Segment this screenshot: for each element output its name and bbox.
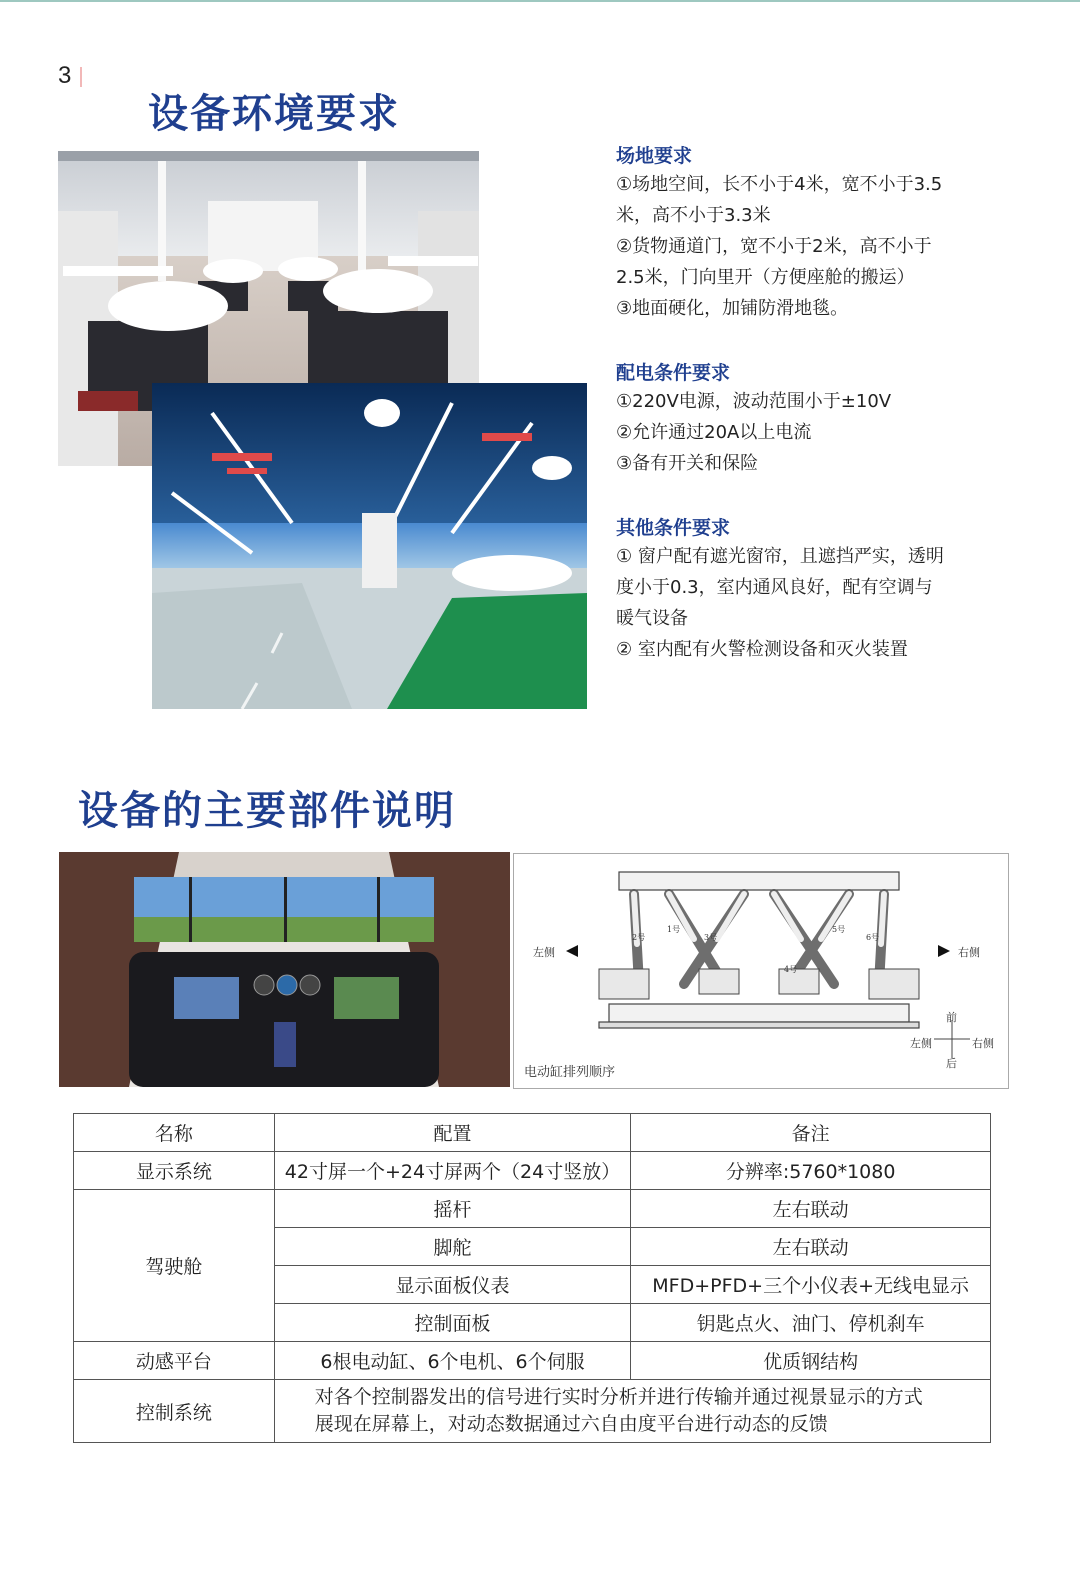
table-header-row (74, 1114, 991, 1152)
actuator-label: 2号 (632, 933, 646, 942)
table-row (74, 1190, 991, 1228)
row-note: 分辨率:5760*1080 (631, 1152, 991, 1190)
requirement-line: 度小于0.3，室内通风良好，配有空调与 (616, 577, 933, 598)
actuator-label: 1号 (667, 925, 681, 934)
table-row (74, 1342, 991, 1380)
component-spec-table (73, 1113, 991, 1443)
actuator-label: 4号 (784, 965, 798, 974)
requirement-line: 暖气设备 (616, 608, 688, 629)
section-title-components: 设备的主要部件说明 (78, 788, 456, 834)
row-name: 显示系统 (74, 1152, 275, 1190)
row-note: MFD+PFD+三个小仪表+无线电显示 (631, 1266, 991, 1304)
page-number-divider (80, 67, 82, 87)
section-title-environment: 设备环境要求 (148, 91, 400, 137)
diagram-left-label: 左侧 (533, 946, 555, 959)
requirement-line: ①220V电源，波动范围小于±10V (616, 391, 892, 412)
requirement-line: 米，高不小于3.3米 (616, 205, 771, 226)
cockpit-photo (59, 852, 510, 1087)
requirement-line: ① 窗户配有遮光窗帘，且遮挡严实，透明 (616, 546, 944, 567)
requirement-line: ② 室内配有火警检测设备和灭火装置 (616, 639, 908, 660)
row-note: 优质钢结构 (631, 1342, 991, 1380)
description-line: 展现在屏幕上，对动态数据通过六自由度平台进行动态的反馈 (314, 1413, 828, 1435)
compass-right-label: 右侧 (972, 1037, 994, 1050)
requirement-line: ③备有开关和保险 (616, 453, 759, 474)
description-line: 对各个控制器发出的信号进行实时分析并进行传输并通过视景显示的方式 (314, 1386, 923, 1408)
diagram-right-label: 右侧 (958, 946, 980, 959)
row-config: 42寸屏一个+24寸屏两个（24寸竖放） (274, 1152, 631, 1190)
page-number: 3 (58, 62, 72, 89)
diagram-caption: 电动缸排列顺序 (524, 1065, 616, 1080)
row-note: 左右联动 (631, 1190, 991, 1228)
row-config: 摇杆 (274, 1190, 631, 1228)
top-border-line (0, 0, 1080, 2)
actuator-label: 3号 (704, 933, 718, 942)
compass-back-label: 后 (946, 1057, 957, 1070)
row-config: 显示面板仪表 (274, 1266, 631, 1304)
compass-left-label: 左侧 (910, 1037, 932, 1050)
header-name: 名称 (74, 1114, 275, 1152)
table-row (74, 1380, 991, 1443)
row-note: 左右联动 (631, 1228, 991, 1266)
row-name: 驾驶舱 (74, 1190, 275, 1342)
row-name: 控制系统 (74, 1380, 275, 1443)
row-config: 6根电动缸、6个电机、6个伺服 (274, 1342, 631, 1380)
header-note: 备注 (631, 1114, 991, 1152)
requirement-line: ②货物通道门，宽不小于2米，高不小于 (616, 236, 932, 257)
actuator-layout-diagram (513, 853, 1009, 1089)
compass-front-label: 前 (946, 1011, 957, 1024)
requirement-title-site: 场地要求 (616, 145, 693, 167)
header-config: 配置 (274, 1114, 631, 1152)
actuator-label: 6号 (866, 933, 880, 942)
row-config: 控制面板 (274, 1304, 631, 1342)
row-description (274, 1380, 990, 1443)
requirement-line: ③地面硬化，加铺防滑地毯。 (616, 298, 849, 319)
requirement-line: ②允许通过20A以上电流 (616, 422, 812, 443)
requirement-line: 2.5米，门向里开（方便座舱的搬运） (616, 267, 915, 288)
actuator-label: 5号 (832, 925, 846, 934)
row-name: 动感平台 (74, 1342, 275, 1380)
requirement-line: ①场地空间，长不小于4米，宽不小于3.5 (616, 174, 943, 195)
hangar-photo (152, 383, 587, 709)
requirement-title-other: 其他条件要求 (616, 517, 731, 539)
row-config: 脚舵 (274, 1228, 631, 1266)
row-note: 钥匙点火、油门、停机刹车 (631, 1304, 991, 1342)
table-row (74, 1152, 991, 1190)
requirement-title-power: 配电条件要求 (616, 362, 731, 384)
